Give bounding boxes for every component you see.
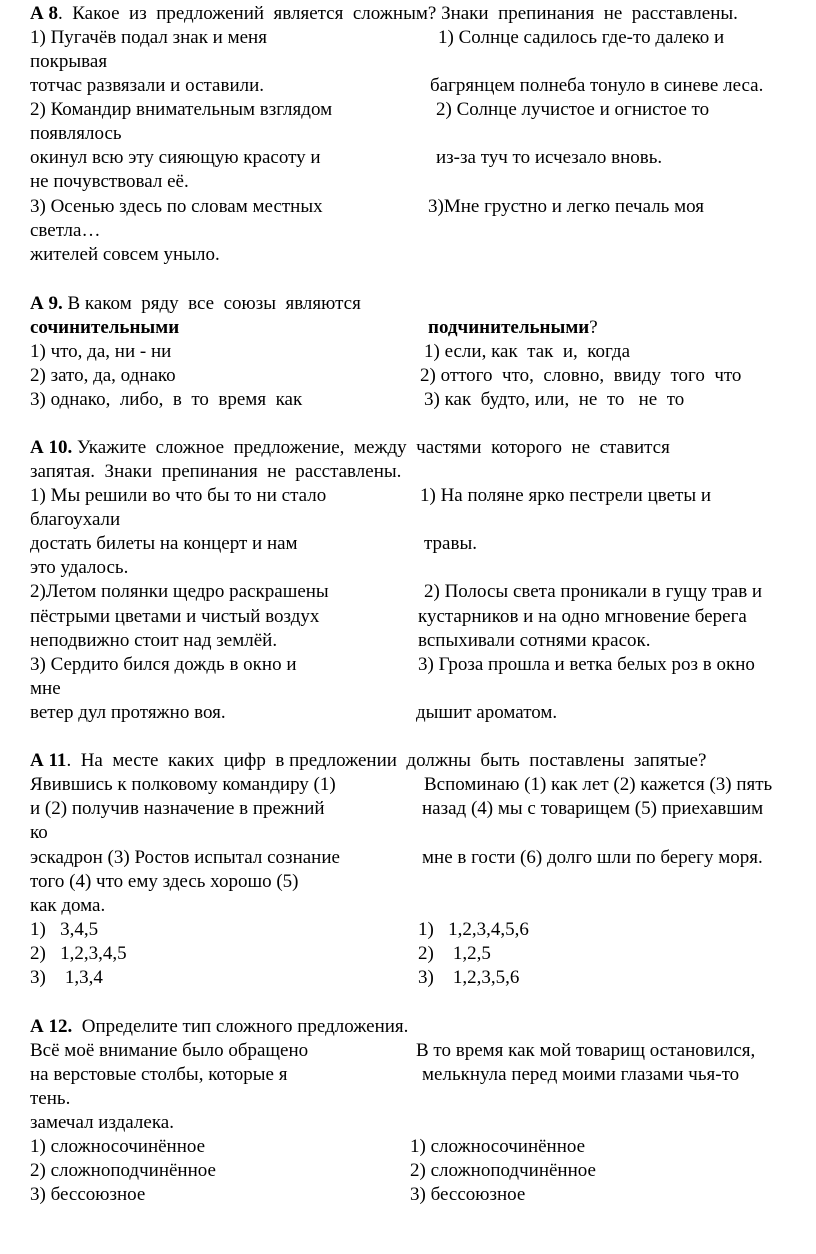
- a10-right-line: кустарников и на одно мгновение берега: [418, 606, 747, 627]
- a8-left-line: светла…: [30, 220, 101, 241]
- question-a8-line: [30, 2, 738, 26]
- a12-left-option: 3) бессоюзное: [30, 1184, 146, 1205]
- a8-left-line: жителей совсем уныло.: [30, 244, 220, 265]
- a8-left-line: тотчас развязали и оставили.: [30, 75, 265, 96]
- a11-right-line: мне в гости (6) долго шли по берегу моря.: [422, 847, 763, 868]
- question-a11-line: [30, 749, 706, 773]
- a11-right-line: назад (4) мы с товарищем (5) приехавшим: [422, 798, 764, 819]
- a10-left-line: это удалось.: [30, 557, 129, 578]
- a11-left-line: эскадрон (3) Ростов испытал сознание: [30, 847, 340, 868]
- a10-left-line: мне: [30, 678, 61, 699]
- a10-right-line: дышит ароматом.: [416, 702, 558, 723]
- a10-right-line: 3) Гроза прошла и ветка белых роз в окно: [418, 654, 755, 675]
- question-a11-number: А 11: [30, 750, 67, 771]
- question-a11-text: . На месте каких цифр в предложении должны быть поставлены запятые?: [66, 750, 707, 771]
- question-a8-text: . Какое из предложений является сложным? Знаки препинания не расставлены.: [57, 3, 738, 24]
- a11-right-option: 1) 1,2,3,4,5,6: [418, 919, 529, 940]
- a11-right-option: 2) 1,2,5: [418, 943, 491, 964]
- a10-left-line: благоухали: [30, 509, 121, 530]
- a12-right-line: В то время как мой товарищ остановился,: [416, 1040, 756, 1061]
- a11-left-option: 2) 1,2,3,4,5: [30, 943, 127, 964]
- a8-right-line: 2) Солнце лучистое и огнистое то: [436, 99, 710, 120]
- question-a12-line: [30, 1015, 408, 1039]
- a8-left-line: 3) Осенью здесь по словам местных: [30, 196, 323, 217]
- a10-left-line: неподвижно стоит над землёй.: [30, 630, 278, 651]
- a10-left-line: достать билеты на концерт и нам: [30, 533, 298, 554]
- a9-right-heading-line: [428, 316, 598, 340]
- a10-left-line: 3) Сердито бился дождь в окно и: [30, 654, 297, 675]
- a12-left-option: 2) сложноподчинённое: [30, 1160, 216, 1181]
- a12-right-option: 2) сложноподчинённое: [410, 1160, 596, 1181]
- a9-left-option: 1) что, да, ни - ни: [30, 341, 172, 362]
- a10-left-line: 2)Летом полянки щедро раскрашены: [30, 581, 329, 602]
- a12-left-line: замечал издалека.: [30, 1112, 174, 1133]
- a8-left-line: 2) Командир внимательным взглядом: [30, 99, 333, 120]
- a12-left-line: Всё моё внимание было обращено: [30, 1040, 309, 1061]
- question-a12-number: А 12.: [30, 1016, 73, 1037]
- a12-right-option: 1) сложносочинённое: [410, 1136, 586, 1157]
- question-a8-number: А 8: [30, 3, 58, 24]
- a10-right-line: вспыхивали сотнями красок.: [418, 630, 651, 651]
- question-a10-text: Укажите сложное предложение, между частями которого не ставится: [72, 437, 670, 458]
- question-a12-text: Определите тип сложного предложения.: [72, 1016, 409, 1037]
- a12-left-line: на верстовые столбы, которые я: [30, 1064, 288, 1085]
- question-a9-line: [30, 292, 361, 316]
- a9-right-option: 2) оттого что, словно, ввиду того что: [420, 365, 742, 386]
- a11-left-line: и (2) получив назначение в прежний: [30, 798, 325, 819]
- a8-left-line: появлялось: [30, 123, 122, 144]
- question-a9-number: А 9.: [30, 293, 63, 314]
- a9-right-option: 1) если, как так и, когда: [424, 341, 631, 362]
- a10-left-line: ветер дул протяжно воя.: [30, 702, 226, 723]
- a12-right-line: мелькнула перед моими глазами чья-то: [422, 1064, 740, 1085]
- a10-right-line: 1) На поляне ярко пестрели цветы и: [420, 485, 712, 506]
- a11-left-line: Явившись к полковому командиру (1): [30, 774, 336, 795]
- a12-left-option: 1) сложносочинённое: [30, 1136, 206, 1157]
- question-a10-line: [30, 436, 670, 460]
- a11-left-option: 1) 3,4,5: [30, 919, 99, 940]
- a8-left-line: 1) Пугачёв подал знак и меня: [30, 27, 267, 48]
- a11-left-line: как дома.: [30, 895, 106, 916]
- a10-left-line: 1) Мы решили во что бы то ни стало: [30, 485, 327, 506]
- a8-right-line: из-за туч то исчезало вновь.: [436, 147, 663, 168]
- a10-right-line: 2) Полосы света проникали в гущу трав и: [424, 581, 763, 602]
- a8-right-line: 1) Солнце садилось где-то далеко и: [438, 27, 725, 48]
- a9-left-option: 3) однако, либо, в то время как: [30, 389, 303, 410]
- a12-left-line: тень.: [30, 1088, 71, 1109]
- a8-right-line: багрянцем полнеба тонуло в синеве леса.: [430, 75, 764, 96]
- a9-left-heading: сочинительными: [30, 317, 180, 338]
- a9-right-option: 3) как будто, или, не то не то: [424, 389, 685, 410]
- a10-right-line: травы.: [424, 533, 477, 554]
- a11-right-line: Вспоминаю (1) как лет (2) кажется (3) пять: [424, 774, 773, 795]
- a12-right-option: 3) бессоюзное: [410, 1184, 526, 1205]
- a11-left-line: ко: [30, 822, 48, 843]
- a11-left-option: 3) 1,3,4: [30, 967, 103, 988]
- question-a9-text: В каком ряду все союзы являются: [62, 293, 361, 314]
- a9-right-heading: подчинительными: [428, 317, 590, 338]
- a11-left-line: того (4) что ему здесь хорошо (5): [30, 871, 299, 892]
- a8-right-line: 3)Мне грустно и легко печаль моя: [428, 196, 704, 217]
- question-a10-number: А 10.: [30, 437, 73, 458]
- a8-left-line: не почувствовал её.: [30, 171, 189, 192]
- a9-right-heading-mark: ?: [589, 317, 598, 338]
- a8-left-line: окинул всю эту сияющую красоту и: [30, 147, 321, 168]
- a9-left-option: 2) зато, да, однако: [30, 365, 176, 386]
- a11-right-option: 3) 1,2,3,5,6: [418, 967, 520, 988]
- a8-left-line: покрывая: [30, 51, 108, 72]
- question-a10-text-cont: запятая. Знаки препинания не расставлены.: [30, 461, 402, 482]
- a10-left-line: пёстрыми цветами и чистый воздух: [30, 606, 320, 627]
